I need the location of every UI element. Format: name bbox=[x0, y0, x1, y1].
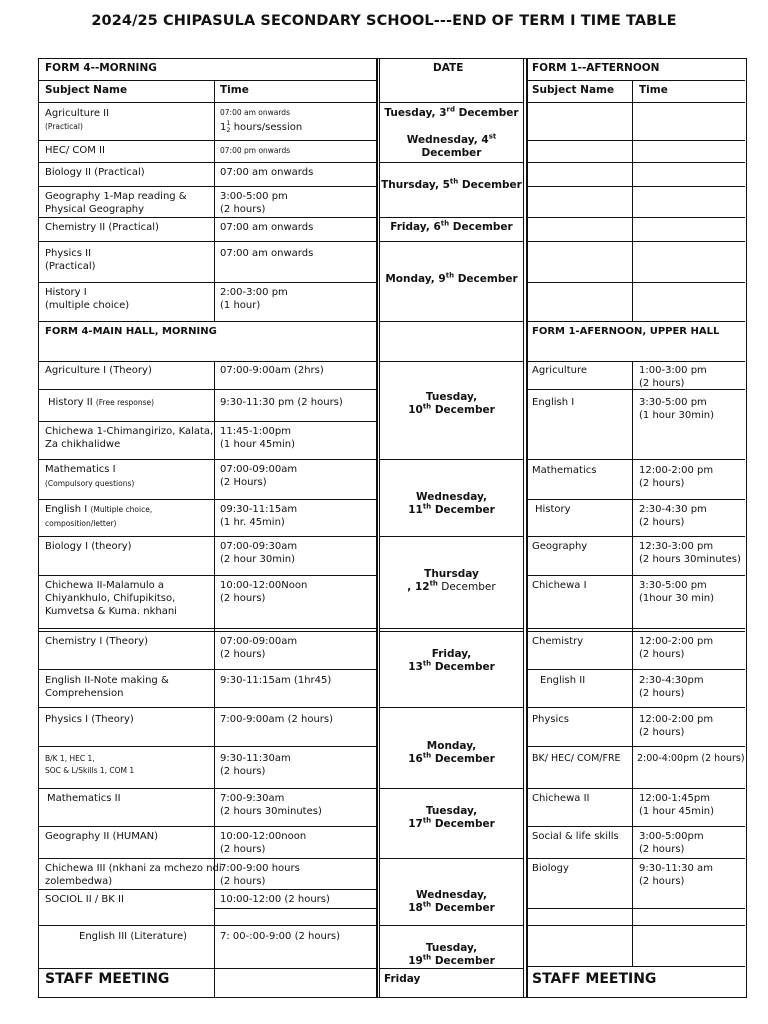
time-cell: 11 2 hours/session bbox=[220, 119, 303, 134]
time-cell: (2 hours 30minutes) bbox=[220, 806, 322, 817]
subject-note: (Compulsory questions) bbox=[45, 479, 135, 488]
subject-cell: Social & life skills bbox=[532, 831, 619, 842]
form1-upper-hall-header: FORM 1-AFERNOON, UPPER HALL bbox=[532, 326, 720, 337]
subject-cell: Biology I (theory) bbox=[45, 541, 132, 552]
page-title: 2024/25 CHIPASULA SECONDARY SCHOOL---END OF TERM I TIME TABLE bbox=[91, 13, 677, 29]
subject-cell: Agriculture I (Theory) bbox=[45, 365, 152, 376]
time-header: Time bbox=[220, 84, 249, 96]
date-cell: Tuesday, 3rd December bbox=[384, 105, 519, 119]
subject-cell: SOCIOL II / BK II bbox=[45, 894, 124, 905]
time-cell: (1 hour) bbox=[220, 300, 261, 311]
subject-cell: SOC & L/Skills 1, COM 1 bbox=[45, 766, 135, 775]
subject-cell: B/K 1, HEC 1, bbox=[45, 754, 95, 763]
time-cell: 12:30-3:00 pm bbox=[639, 541, 714, 552]
subject-cell: HEC/ COM II bbox=[45, 145, 105, 156]
time-cell: 07:00 am onwards bbox=[220, 167, 314, 178]
subject-cell: Chiyankhulo, Chifupikitso, bbox=[45, 593, 176, 604]
subject-cell: Chichewa II bbox=[532, 793, 590, 804]
subject-cell: History II (Free response) bbox=[48, 397, 155, 408]
time-cell: (2 hours) bbox=[639, 378, 685, 389]
time-cell: (2 hours) bbox=[220, 649, 266, 660]
subject-cell: Biology bbox=[532, 863, 569, 874]
subject-cell: Chemistry II (Practical) bbox=[45, 222, 159, 233]
date-cell: Thursday , 12th December bbox=[407, 568, 496, 593]
subject-name-header: Subject Name bbox=[45, 84, 128, 96]
time-cell: (2 hours) bbox=[639, 876, 685, 887]
time-cell: (1 hour 30min) bbox=[639, 410, 715, 421]
subject-cell: Kumvetsa & Kuma. nkhani bbox=[45, 606, 177, 617]
date-header: DATE bbox=[433, 62, 464, 74]
time-cell: 7: 00-:00-9:00 (2 hours) bbox=[220, 931, 341, 942]
date-cell: Tuesday, 10th December bbox=[408, 391, 495, 416]
date-cell: Friday, 13th December bbox=[408, 648, 495, 673]
subject-cell: Chemistry bbox=[532, 636, 584, 647]
time-cell: 07:00 am onwards bbox=[220, 222, 314, 233]
time-cell: (2 hours) bbox=[220, 844, 266, 855]
date-cell: Wednesday, 4st December bbox=[406, 132, 497, 159]
time-cell: 9:30-11:30 pm (2 hours) bbox=[220, 397, 343, 408]
time-cell: (1hour 30 min) bbox=[639, 593, 715, 604]
time-cell: 12:00-2:00 pm bbox=[639, 714, 714, 725]
staff-meeting-label: STAFF MEETING bbox=[45, 971, 170, 987]
subject-note: composition/letter) bbox=[45, 519, 117, 528]
subject-note: (Practical) bbox=[45, 122, 83, 131]
time-cell: (2 hours) bbox=[220, 876, 266, 887]
time-cell: 3:30-5:00 pm bbox=[639, 580, 707, 591]
time-cell: 3:30-5:00 pm bbox=[639, 397, 707, 408]
time-cell: 07:00-09:00am bbox=[220, 636, 298, 647]
date-cell: Wednesday, 18th December bbox=[408, 889, 495, 914]
time-cell: 07:00 am onwards bbox=[220, 108, 290, 117]
time-cell: 7:00-9:00 hours bbox=[220, 863, 300, 874]
subject-cell: Physics I (Theory) bbox=[45, 714, 134, 725]
time-cell: 07:00-09:30am bbox=[220, 541, 298, 552]
subject-cell: English I bbox=[532, 397, 575, 408]
subject-cell: English I (Multiple choice, bbox=[45, 504, 153, 515]
subject-name-header: Subject Name bbox=[532, 84, 615, 96]
subject-cell: Comprehension bbox=[45, 688, 124, 699]
time-cell: (2 hours) bbox=[639, 844, 685, 855]
time-cell: 9:30-11:15am (1hr45) bbox=[220, 675, 332, 686]
subject-cell: Mathematics II bbox=[47, 793, 121, 804]
subject-cell: Chichewa 1-Chimangirizo, Kalata, bbox=[45, 426, 214, 437]
subject-cell: Chemistry I (Theory) bbox=[45, 636, 149, 647]
time-cell: 07:00-9:00am (2hrs) bbox=[220, 365, 324, 376]
subject-cell: zolembedwa) bbox=[45, 876, 113, 887]
time-cell: (2 hours) bbox=[220, 204, 266, 215]
subject-cell: History I bbox=[45, 287, 87, 298]
form4-morning-header: FORM 4--MORNING bbox=[45, 62, 157, 74]
time-cell: (1 hour 45min) bbox=[220, 439, 296, 450]
date-cell: Friday, 6th December bbox=[390, 219, 513, 233]
subject-cell: Mathematics I bbox=[45, 464, 116, 475]
time-cell: (1 hour 45min) bbox=[639, 806, 715, 817]
subject-cell: Za chikhalidwe bbox=[45, 439, 121, 450]
subject-cell: Mathematics bbox=[532, 465, 597, 476]
time-cell: (2 hours) bbox=[639, 478, 685, 489]
time-cell: 09:30-11:15am bbox=[220, 504, 298, 515]
subject-cell: Geography 1-Map reading & bbox=[45, 191, 187, 202]
time-cell: 10:00-12:00 (2 hours) bbox=[220, 894, 330, 905]
time-cell: 2:30-4:30pm bbox=[639, 675, 704, 686]
subject-cell: Biology II (Practical) bbox=[45, 167, 145, 178]
subject-cell: Geography bbox=[532, 541, 588, 552]
time-cell: (2 hour 30min) bbox=[220, 554, 296, 565]
time-cell: 7:00-9:30am bbox=[220, 793, 285, 804]
time-cell: (2 hours) bbox=[639, 688, 685, 699]
time-cell: 11:45-1:00pm bbox=[220, 426, 291, 437]
time-cell: 9:30-11:30am bbox=[220, 753, 291, 764]
subject-cell: English II bbox=[540, 675, 586, 686]
date-cell: Wednesday, 11th December bbox=[408, 491, 495, 516]
time-cell: 07:00-09:00am bbox=[220, 464, 298, 475]
subject-cell: (multiple choice) bbox=[45, 300, 130, 311]
time-cell: (2 Hours) bbox=[220, 477, 267, 488]
time-cell: 10:00-12:00Noon bbox=[220, 580, 308, 591]
time-cell: (2 hours) bbox=[639, 517, 685, 528]
subject-cell: Chichewa I bbox=[532, 580, 587, 591]
date-cell: Thursday, 5th December bbox=[381, 177, 522, 191]
time-cell: (1 hr. 45min) bbox=[220, 517, 285, 528]
subject-cell: Physics bbox=[532, 714, 569, 725]
fraction: 1 2 bbox=[226, 119, 231, 134]
staff-meeting-label: STAFF MEETING bbox=[532, 971, 657, 987]
subject-cell: Agriculture bbox=[532, 365, 587, 376]
date-cell: Tuesday, 17th December bbox=[408, 805, 495, 830]
time-cell: 12:00-1:45pm bbox=[639, 793, 710, 804]
subject-cell: Physical Geography bbox=[45, 204, 145, 215]
time-cell: (2 hours) bbox=[220, 766, 266, 777]
time-cell: 1:00-3:00 pm bbox=[639, 365, 707, 376]
time-cell: 3:00-5:00pm bbox=[639, 831, 704, 842]
time-cell: (2 hours) bbox=[639, 649, 685, 660]
subject-cell: Chichewa II-Malamulo a bbox=[45, 580, 165, 591]
time-cell: 2:00-4:00pm (2 hours) bbox=[637, 753, 745, 764]
time-cell: 07:00 am onwards bbox=[220, 248, 314, 259]
time-cell: 12:00-2:00 pm bbox=[639, 636, 714, 647]
subject-cell: Physics II bbox=[45, 248, 92, 259]
time-cell: (2 hours 30minutes) bbox=[639, 554, 741, 565]
subject-cell: (Practical) bbox=[45, 261, 96, 272]
form4-main-hall-header: FORM 4-MAIN HALL, MORNING bbox=[45, 326, 217, 337]
time-cell: (2 hours) bbox=[220, 593, 266, 604]
subject-cell: Geography II (HUMAN) bbox=[45, 831, 159, 842]
time-cell: 10:00-12:00noon bbox=[220, 831, 307, 842]
subject-cell: English III (Literature) bbox=[79, 931, 188, 942]
date-cell: Monday, 16th December bbox=[408, 740, 495, 765]
time-cell: 9:30-11:30 am bbox=[639, 863, 713, 874]
time-header: Time bbox=[639, 84, 668, 96]
time-cell: 7:00-9:00am (2 hours) bbox=[220, 714, 334, 725]
time-cell: 07:00 pm onwards bbox=[220, 146, 291, 155]
time-cell: (2 hours) bbox=[639, 727, 685, 738]
form1-afternoon-header: FORM 1--AFTERNOON bbox=[532, 62, 660, 74]
subject-cell: Agriculture II bbox=[45, 108, 110, 119]
subject-cell: Chichewa III (nkhani za mchezo ndi bbox=[45, 863, 222, 874]
date-cell: Friday bbox=[384, 973, 421, 985]
time-cell: 12:00-2:00 pm bbox=[639, 465, 714, 476]
date-cell: Tuesday, 19th December bbox=[408, 942, 495, 967]
subject-cell: History bbox=[535, 504, 571, 515]
time-cell: 3:00-5:00 pm bbox=[220, 191, 288, 202]
subject-cell: BK/ HEC/ COM/FRE bbox=[532, 753, 621, 764]
time-cell: 2:00-3:00 pm bbox=[220, 287, 288, 298]
time-cell: 2:30-4:30 pm bbox=[639, 504, 707, 515]
subject-cell: English II-Note making & bbox=[45, 675, 169, 686]
date-cell: Monday, 9th December bbox=[385, 271, 518, 285]
